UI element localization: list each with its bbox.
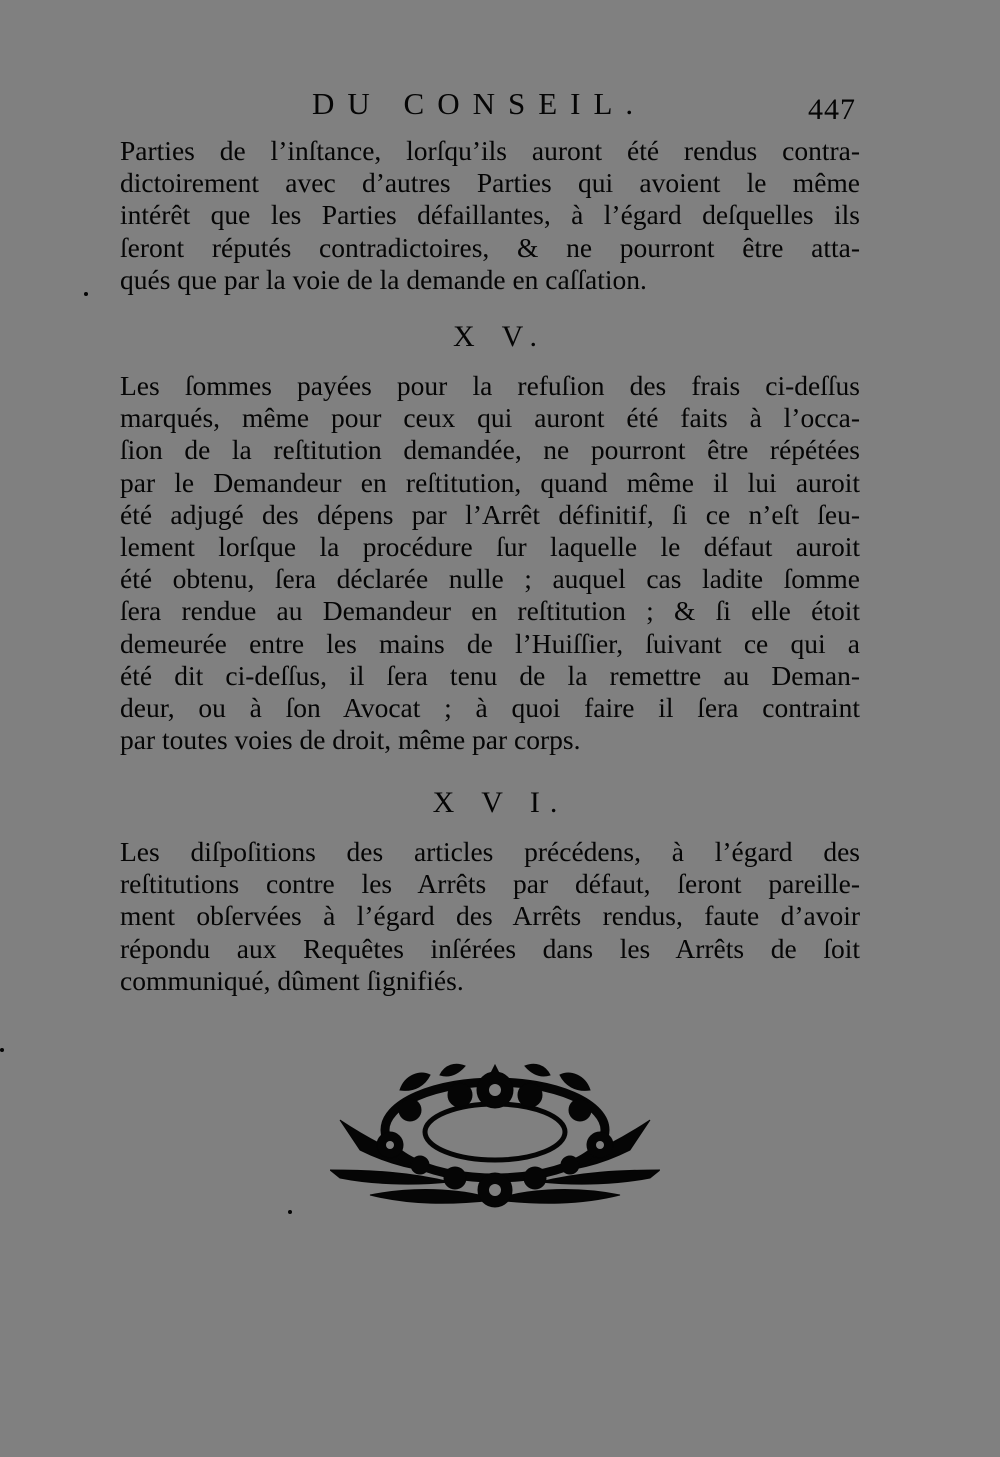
running-head (0, 80, 1000, 130)
text-line: qués que par la voie de la demande en caſſation. (120, 263, 647, 295)
article-heading-xvi: X V I. (432, 786, 568, 819)
text-line: Les ſommes payées pour la refuſion des frais ci-deſſus (120, 370, 860, 401)
text-line: dictoirement avec d’autres Parties qui avoient le même (120, 167, 860, 199)
text-line: marqués, même pour ceux qui auront été faits à l’occa- (120, 402, 860, 434)
text-line: communiqué, dûment ſignifiés. (120, 964, 464, 996)
text-line: par toutes voies de droit, même par corps. (120, 724, 581, 756)
text-line: Les diſpoſitions des articles précédens, à l’égard des (120, 836, 860, 867)
text-line: ment obſervées à l’égard des Arrêts rendus, faute d’avoir (120, 900, 860, 932)
text-line: par le Demandeur en reſtitution, quand même il lui auroit (120, 466, 860, 498)
ink-speck (84, 292, 88, 296)
continuation-paragraph (120, 135, 860, 296)
text-line: été adjugé des dépens par l’Arrêt définitif, ſi ce n’eſt ſeu- (120, 498, 860, 530)
text-line: deur, ou à ſon Avocat ; à quoi faire il ſera contraint (120, 691, 860, 723)
text-line: été dit ci-deſſus, il ſera tenu de la remettre au Deman- (120, 659, 860, 691)
text-line: ſera rendue au Demandeur en reſtitution ; & ſi elle étoit (120, 595, 860, 627)
article-xvi-paragraph (120, 836, 860, 997)
text-line: ſion de la reſtitution demandée, ne pourront être répétées (120, 434, 860, 466)
text-line: lement lorſque la procédure ſur laquelle le défaut auroit (120, 530, 860, 562)
floral-wreath-ornament (330, 1060, 660, 1220)
text-line: répondu aux Requêtes inſérées dans les Arrêts de ſoit (120, 932, 860, 964)
page-number: 447 (808, 93, 856, 126)
text-line: Parties de l’inſtance, lorſqu’ils auront été rendus contra- (120, 135, 860, 166)
text-line: intérêt que les Parties défaillantes, à l’égard deſquelles ils (120, 199, 860, 231)
text-line: été obtenu, ſera déclarée nulle ; auquel cas ladite ſomme (120, 563, 860, 595)
ink-speck (288, 1210, 292, 1214)
running-title: DU CONSEIL. (312, 86, 647, 121)
article-xv-paragraph (120, 370, 860, 756)
text-line: reſtitutions contre les Arrêts par défaut, ſeront pareille- (120, 868, 860, 900)
ink-speck (0, 1048, 4, 1052)
article-heading-xv: X V. (453, 320, 547, 353)
text-line: demeurée entre les mains de l’Huiſſier, ſuivant ce qui a (120, 627, 860, 659)
text-line: ſeront réputés contradictoires, & ne pourront être atta- (120, 231, 860, 263)
